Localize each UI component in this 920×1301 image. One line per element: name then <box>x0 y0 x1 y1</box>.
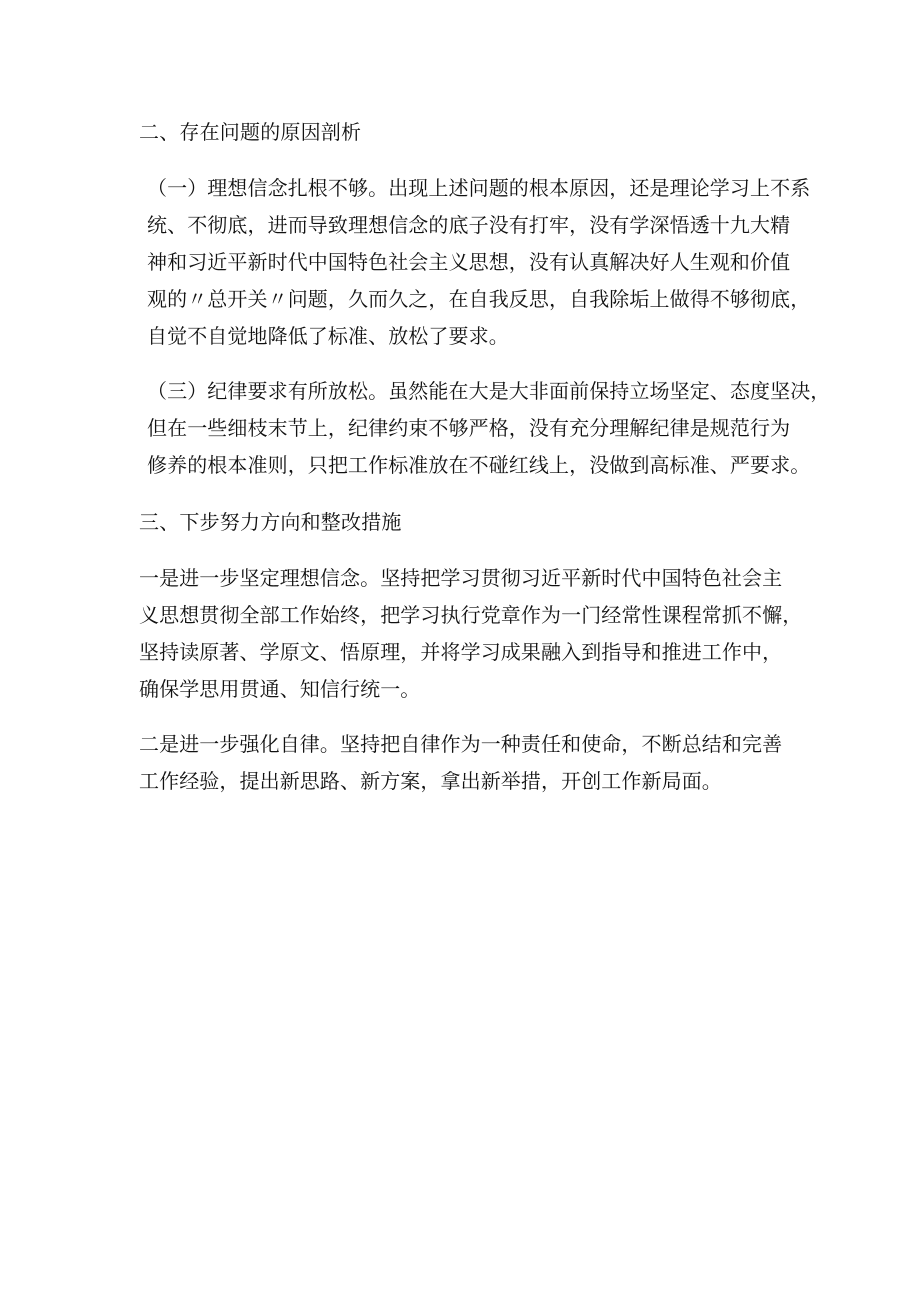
paragraph-line: 修养的根本准则，只把工作标准放在不碰红线上，没做到高标准、严要求。 <box>147 453 811 477</box>
paragraph-line: 统、不彻底，进而导致理想信念的底子没有打牢，没有学深悟透十九大精 <box>147 213 791 237</box>
paragraph-line: 一是进一步坚定理想信念。坚持把学习贯彻习近平新时代中国特色社会主 <box>139 566 783 590</box>
paragraph-line: 自觉不自觉地降低了标准、放松了要求。 <box>147 324 509 348</box>
paragraph-line: 二是进一步强化自律。坚持把自律作为一种责任和使命，不断总结和完善 <box>139 732 783 756</box>
paragraph-line: 神和习近平新时代中国特色社会主义思想，没有认真解决好人生观和价值 <box>147 250 791 274</box>
paragraph-line: 确保学思用贯通、知信行统一。 <box>139 677 421 701</box>
section-heading-2: 二、存在问题的原因剖析 <box>139 120 362 144</box>
paragraph-line: （三）纪律要求有所放松。虽然能在大是大非面前保持立场坚定、态度坚决， <box>147 379 831 403</box>
paragraph-self-discipline <box>139 726 799 800</box>
section-heading-3: 三、下步努力方向和整改措施 <box>139 510 402 534</box>
paragraph-strengthen-belief <box>139 560 803 708</box>
paragraph-ideal-belief <box>139 170 811 355</box>
paragraph-line: 但在一些细枝末节上，纪律约束不够严格，没有充分理解纪律是规范行为 <box>147 416 791 440</box>
paragraph-line: 工作经验，提出新思路、新方案，拿出新举措，开创工作新局面。 <box>139 769 722 793</box>
paragraph-line: 义思想贯彻全部工作始终，把学习执行党章作为一门经常性课程常抓不懈， <box>139 603 803 627</box>
paragraph-line: 坚持读原著、学原文、悟原理，并将学习成果融入到指导和推进工作中， <box>139 640 783 664</box>
paragraph-line: （一）理想信念扎根不够。出现上述问题的根本原因，还是理论学习上不系 <box>147 176 811 200</box>
paragraph-line: 观的〃总开关〃问题，久而久之，在自我反思，自我除垢上做得不够彻底， <box>147 287 811 311</box>
paragraph-discipline <box>139 373 831 484</box>
document-content <box>139 112 831 818</box>
